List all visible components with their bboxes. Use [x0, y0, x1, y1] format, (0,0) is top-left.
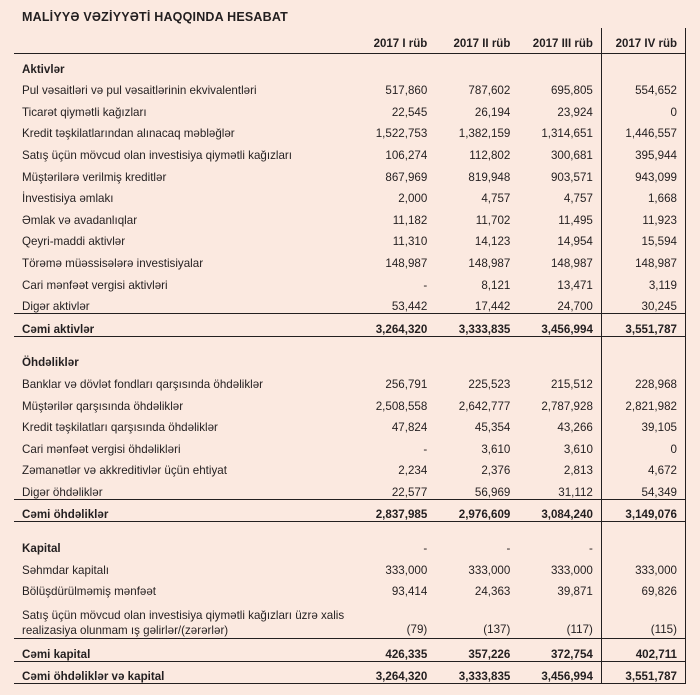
row-value: 22,577 [391, 485, 428, 499]
row-value: 517,860 [385, 84, 428, 98]
row-value: 333,000 [468, 563, 511, 577]
row-label: Cəmi kapital [14, 639, 352, 662]
row-value: 17,442 [474, 300, 511, 314]
row-value: - [423, 278, 428, 292]
row-value: 3,264,320 [352, 314, 435, 337]
row-label: Cəmi öhdəliklər və kapital [14, 661, 352, 684]
row-value: 426,335 [352, 639, 435, 662]
row-value: 3,551,787 [601, 661, 685, 684]
table-row [14, 336, 686, 348]
row-label: Cəmi aktivlər [14, 314, 352, 337]
row-value: 69,826 [601, 577, 685, 599]
table-row [14, 270, 686, 292]
column-header-q2: 2017 II rüb [435, 28, 518, 54]
row-value: 47,824 [391, 421, 428, 435]
column-header-q1: 2017 I rüb [352, 28, 435, 54]
row-value: 2,234 [398, 464, 428, 478]
spacer-cell [14, 336, 601, 348]
row-value [518, 348, 601, 370]
page-title: MALİYYƏ VƏZİYYƏTİ HAQQINDA HESABAT [22, 10, 288, 24]
row-value: 554,652 [601, 76, 685, 98]
row-value [601, 54, 685, 76]
row-value: 14,123 [474, 235, 511, 249]
row-value: 3,333,835 [435, 314, 518, 337]
table-row [14, 292, 686, 314]
table-header-row [14, 28, 686, 54]
row-value: 2,508,558 [375, 399, 428, 413]
row-label: Satış üçün mövcud olan investisiya qiymətli kağızları [22, 148, 292, 162]
row-value: 2,642,777 [458, 399, 511, 413]
table-row [14, 456, 686, 478]
row-value: 300,681 [550, 148, 593, 162]
row-value: - [423, 542, 428, 556]
row-value: 402,711 [601, 639, 685, 662]
row-value: - [589, 542, 593, 556]
row-value: 4,757 [481, 192, 511, 206]
table-row [14, 314, 686, 337]
row-value: (115) [601, 598, 685, 639]
row-value: 2,976,609 [435, 499, 518, 522]
row-value: 24,700 [557, 300, 593, 314]
row-value: 819,948 [468, 170, 511, 184]
row-label: Cari mənfəət vergisi aktivləri [22, 278, 168, 292]
row-value: 0 [601, 434, 685, 456]
row-value: 3,610 [563, 442, 593, 456]
row-value: 93,414 [391, 585, 428, 599]
table-row [14, 434, 686, 456]
row-value: 1,522,753 [375, 127, 428, 141]
row-label: Kapital [22, 542, 61, 556]
table-row [14, 577, 686, 599]
table-row [14, 205, 686, 227]
row-label: Müştərilərə verilmiş kreditlər [22, 170, 167, 184]
row-value: 333,000 [601, 555, 685, 577]
table-row [14, 522, 686, 534]
row-value [601, 533, 685, 555]
row-label: İnvestisiya əmlakı [22, 192, 114, 206]
row-value: 1,668 [601, 184, 685, 206]
row-value: 2,376 [481, 464, 511, 478]
row-value [601, 348, 685, 370]
row-value: 39,105 [601, 413, 685, 435]
row-value: 2,813 [563, 464, 593, 478]
row-value: 8,121 [481, 278, 511, 292]
table-row [14, 499, 686, 522]
table-row [14, 413, 686, 435]
table-row [14, 97, 686, 119]
spacer-cell-q4 [601, 522, 685, 534]
row-value [435, 348, 518, 370]
table-row [14, 477, 686, 499]
row-value: 22,545 [391, 105, 428, 119]
row-label: Cari mənfəət vergisi öhdəlikləri [22, 442, 181, 456]
row-value: 15,594 [601, 227, 685, 249]
row-value: 943,099 [601, 162, 685, 184]
row-value: 26,194 [474, 105, 511, 119]
row-value: 225,523 [468, 377, 511, 391]
row-label: Cəmi öhdəliklər [14, 499, 352, 522]
table-row [14, 248, 686, 270]
row-value: 228,968 [601, 369, 685, 391]
row-value [352, 54, 435, 76]
row-value: (117) [566, 623, 593, 637]
row-value: - [423, 442, 428, 456]
row-value: 0 [601, 97, 685, 119]
row-value: 24,363 [474, 585, 511, 599]
row-value: 31,112 [558, 485, 593, 499]
table-row [14, 661, 686, 684]
table-row [14, 119, 686, 141]
row-value: 45,354 [474, 421, 511, 435]
row-label: Bölüşdürülməmiş mənfəət [22, 585, 157, 599]
row-label: Öhdəliklər [22, 356, 79, 370]
row-value: 11,702 [475, 213, 511, 227]
row-value [352, 348, 435, 370]
table-row [14, 140, 686, 162]
row-value: 148,987 [468, 256, 511, 270]
row-value: 4,672 [601, 456, 685, 478]
row-value: 2,000 [398, 192, 428, 206]
row-value: 3,119 [601, 270, 685, 292]
row-label: Zəmanətlər və akkreditivlər üçün ehtiyat [22, 464, 227, 478]
row-value: 256,791 [385, 377, 428, 391]
row-label: Törəmə müəssisələrə investisiyalar [22, 256, 204, 270]
row-label: Satış üçün mövcud olan investisiya qiymətli kağızları üzrə xalis realizasiya olunmam ış gəlirlər/(zərərlər) [22, 609, 345, 638]
spacer-cell [14, 522, 601, 534]
table-row [14, 533, 686, 555]
table-row [14, 639, 686, 662]
row-label: Digər öhdəliklər [22, 485, 103, 499]
row-value: 3,551,787 [601, 314, 685, 337]
row-label: Pul vəsaitləri və pul vəsaitlərinin ekvivalentləri [22, 84, 257, 98]
row-value: 53,442 [391, 300, 428, 314]
row-value: 148,987 [385, 256, 428, 270]
row-value: 1,446,557 [601, 119, 685, 141]
row-value: 54,349 [601, 477, 685, 499]
row-value: 3,610 [481, 442, 511, 456]
column-header-q4: 2017 IV rüb [601, 28, 685, 54]
row-value: 903,571 [550, 170, 593, 184]
row-value [435, 54, 518, 76]
row-value: 1,314,651 [541, 127, 593, 141]
row-label: Banklar və dövlət fondları qarşısında öhdəliklər [22, 377, 264, 391]
column-header-label [14, 28, 352, 54]
row-value: 2,837,985 [352, 499, 435, 522]
row-value: 3,084,240 [518, 499, 601, 522]
row-value: 56,969 [474, 485, 511, 499]
table-row [14, 162, 686, 184]
table-row [14, 54, 686, 76]
table-row [14, 227, 686, 249]
table-row [14, 391, 686, 413]
row-label: Qeyri-maddi aktivlər [22, 235, 126, 249]
table-row [14, 184, 686, 206]
row-value: 357,226 [435, 639, 518, 662]
row-label: Ticarət qiymətli kağızları [22, 105, 147, 119]
row-value: 148,987 [601, 248, 685, 270]
row-value: 3,456,994 [518, 314, 601, 337]
row-value: 11,495 [558, 213, 593, 227]
row-value: 4,757 [563, 192, 593, 206]
row-value: 3,333,835 [435, 661, 518, 684]
column-header-q3: 2017 III rüb [518, 28, 601, 54]
row-value: 3,456,994 [518, 661, 601, 684]
row-value: 867,969 [385, 170, 428, 184]
spacer-cell-q4 [601, 336, 685, 348]
row-value: 13,471 [557, 278, 593, 292]
row-value: 11,182 [392, 213, 428, 227]
row-value: 695,805 [550, 84, 593, 98]
row-value: 2,821,982 [601, 391, 685, 413]
row-value: 148,987 [550, 256, 593, 270]
row-value: 787,602 [468, 84, 511, 98]
table-row [14, 555, 686, 577]
row-label: Aktivlər [22, 62, 65, 76]
row-label: Kredit təşkilatlarından alınacaq məbləğlər [22, 127, 235, 141]
row-value: 43,266 [557, 421, 593, 435]
row-value: 14,954 [557, 235, 593, 249]
row-value: 112,802 [469, 148, 511, 162]
financial-position-table [14, 28, 686, 684]
row-value: 23,924 [557, 105, 593, 119]
table-row [14, 348, 686, 370]
table-row [14, 598, 686, 639]
row-value: 11,923 [601, 205, 685, 227]
row-value: (137) [483, 623, 511, 637]
row-label: Kredit təşkilatları qarşısında öhdəliklər [22, 421, 218, 435]
row-value: (79) [406, 623, 428, 637]
row-value: 372,754 [518, 639, 601, 662]
row-value: 11,310 [392, 235, 428, 249]
row-label: Əmlak və avadanlıqlar [22, 213, 138, 227]
table-row [14, 369, 686, 391]
table-row [14, 76, 686, 98]
row-label: Digər aktivlər [22, 300, 90, 314]
row-value: 395,944 [601, 140, 685, 162]
row-value: 215,512 [550, 377, 593, 391]
row-value: 3,149,076 [601, 499, 685, 522]
row-value: 1,382,159 [458, 127, 511, 141]
row-value: 39,871 [557, 585, 593, 599]
row-label: Müştərilər qarşısında öhdəliklər [22, 399, 184, 413]
row-label: Səhmdar kapitalı [22, 563, 109, 577]
row-value: 3,264,320 [352, 661, 435, 684]
row-value: 2,787,928 [541, 399, 593, 413]
row-value: 333,000 [385, 563, 428, 577]
table-body [14, 54, 686, 684]
row-value: 30,245 [601, 292, 685, 314]
row-value: 106,274 [385, 148, 428, 162]
row-value: 333,000 [550, 563, 593, 577]
row-value: - [506, 542, 511, 556]
row-value [518, 54, 601, 76]
